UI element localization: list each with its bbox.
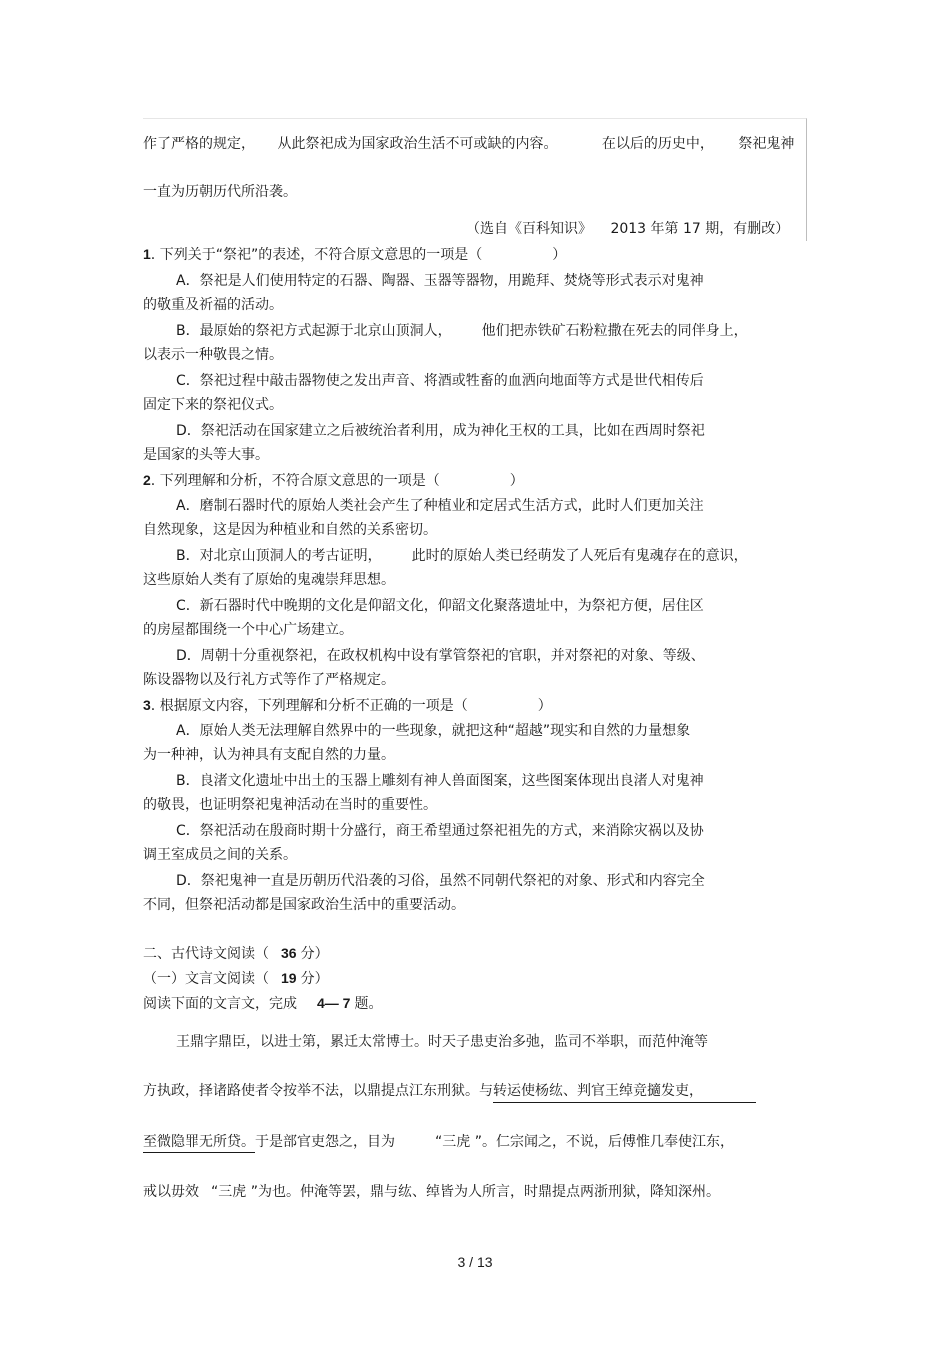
- question-number: 2: [143, 472, 151, 488]
- source-text: 2013 年第 17 期，有删改）: [610, 221, 790, 237]
- passage-fragment: 在以后的历史中，: [601, 136, 714, 152]
- q1-option-d: D．祭祀活动在国家建立之后被统治者利用，成为神化王权的工具，比如在西周时祭祀: [176, 423, 705, 439]
- passage-source: [466, 220, 789, 238]
- question-close: ）: [537, 698, 552, 714]
- question-text: . 下列理解和分析，不符合原文意思的一项是（: [150, 473, 440, 489]
- option-text: 此时的原始人类已经萌发了人死后有鬼魂存在的意识，: [411, 548, 748, 564]
- source-text: （选自《百科知识》: [466, 221, 592, 237]
- q1-option-c: C．祭祀过程中敲击器物使之发出声音、将酒或牲畜的血洒向地面等方式是世代相传后: [176, 373, 704, 389]
- q2-option-c: C．新石器时代中晚期的文化是仰韶文化，仰韶文化聚落遗址中，为祭祀方便，居住区: [176, 598, 704, 614]
- option-text: B．对北京山顶洞人的考古证明，: [176, 548, 382, 564]
- passage-fragment: 从此祭祀成为国家政治生活不可或缺的内容。: [277, 136, 558, 152]
- q2-option-c-cont: 的房屋都围绕一个中心广场建立。: [143, 622, 353, 638]
- option-text: 他们把赤铁矿石粉粒撒在死去的同伴身上，: [481, 323, 748, 339]
- instruction-text: 题。: [354, 996, 383, 1012]
- subsection-title-text: （一）文言文阅读（: [143, 971, 269, 987]
- q1-option-b-cont: 以表示一种敬畏之情。: [143, 347, 283, 363]
- classical-line-3: [143, 1133, 734, 1151]
- q2-option-b: [176, 547, 748, 565]
- section-score: 36: [281, 945, 297, 961]
- classical-line-1: 王鼎字鼎臣，以进士第，累迁太常博士。时天子患吏治多弛，监司不举职，而范仲淹等: [176, 1034, 708, 1050]
- option-text: B．最原始的祭祀方式起源于北京山顶洞人，: [176, 323, 452, 339]
- question-1-title: [143, 245, 566, 264]
- passage-fragment: 祭祀鬼神: [738, 136, 795, 152]
- q1-option-b: [176, 322, 748, 340]
- q2-option-a: A．磨制石器时代的原始人类社会产生了种植业和定居式生活方式，此时人们更加关注: [176, 498, 704, 514]
- classical-text: 方执政，择诸路使者令按举不法，以鼎提点江东刑狱。与: [143, 1083, 493, 1099]
- q3-option-a: A．原始人类无法理解自然界中的一些现象，就把这种“超越”现实和自然的力量想象: [176, 723, 691, 739]
- question-text: . 下列关于“祭祀”的表述，不符合原文意思的一项是（: [150, 247, 483, 263]
- section-title-text: 二、古代诗文阅读（: [143, 946, 269, 962]
- classical-text: 戒以毋效: [143, 1184, 199, 1200]
- q3-option-d: D．祭祀鬼神一直是历朝历代沿袭的习俗，虽然不同朝代祭祀的对象、形式和内容完全: [176, 873, 705, 889]
- subsection-score: 19: [281, 970, 297, 986]
- q3-option-d-cont: 不同，但祭祀活动都是国家政治生活中的重要活动。: [143, 897, 465, 913]
- q2-option-d-cont: 陈设器物以及行礼方式等作了严格规定。: [143, 672, 395, 688]
- passage-fragment: 作了严格的规定，: [143, 136, 255, 152]
- q1-option-d-cont: 是国家的头等大事。: [143, 447, 269, 463]
- section-title-text: 分）: [300, 946, 329, 962]
- reading-instruction: [143, 994, 382, 1013]
- q3-option-a-cont: 为一种神，认为神具有支配自然的力量。: [143, 747, 395, 763]
- instruction-text: 阅读下面的文言文，完成: [143, 996, 297, 1012]
- instruction-range: 4— 7: [317, 995, 351, 1011]
- classical-text: “三虎 ”为也。仲淹等罢，鼎与纮、绰皆为人所言，时鼎提点两浙刑狱，降知深州。: [211, 1184, 720, 1200]
- classical-underlined-text: 转运使杨纮、判官王绰竞擿发吏，: [493, 1082, 756, 1103]
- question-number: 1: [143, 246, 151, 262]
- q3-option-c: C．祭祀活动在殷商时期十分盛行，商王希望通过祭祀祖先的方式，来消除灾祸以及协: [176, 823, 704, 839]
- classical-line-4: [143, 1183, 720, 1201]
- q3-option-b: B．良渚文化遗址中出土的玉器上雕刻有神人兽面图案，这些图案体现出良渚人对鬼神: [176, 773, 704, 789]
- q3-option-c-cont: 调王室成员之间的关系。: [143, 847, 297, 863]
- passage-line-1: [143, 135, 794, 153]
- classical-underlined-text: 至微隐罪无所贷。: [143, 1134, 255, 1153]
- section-2-title: [143, 944, 329, 963]
- question-close: ）: [552, 247, 567, 263]
- classical-text: 于是部官吏怨之，目为: [255, 1134, 395, 1150]
- subsection-title-text: 分）: [300, 971, 329, 987]
- question-text: . 根据原文内容，下列理解和分析不正确的一项是（: [150, 698, 468, 714]
- question-number: 3: [143, 697, 151, 713]
- q1-option-c-cont: 固定下来的祭祀仪式。: [143, 397, 283, 413]
- passage-line-2: 一直为历朝历代所沿袭。: [143, 184, 297, 200]
- q3-option-b-cont: 的敬畏，也证明祭祀鬼神活动在当时的重要性。: [143, 797, 437, 813]
- classical-line-2: [143, 1082, 756, 1103]
- question-close: ）: [509, 473, 524, 489]
- q1-option-a-cont: 的敬重及祈福的活动。: [143, 297, 283, 313]
- question-3-title: [143, 696, 552, 715]
- q2-option-d: D．周朝十分重视祭祀，在政权机构中设有掌管祭祀的官职，并对祭祀的对象、等级、: [176, 648, 705, 664]
- subsection-title: [143, 969, 329, 988]
- page-number: 3 / 13: [457, 1254, 493, 1270]
- classical-text: “三虎 ”。仁宗闻之，不说，后傅惟几奉使江东，: [435, 1134, 734, 1150]
- q1-option-a: A．祭祀是人们使用特定的石器、陶器、玉器等器物，用跪拜、焚烧等形式表示对鬼神: [176, 273, 704, 289]
- q2-option-a-cont: 自然现象，这是因为种植业和自然的关系密切。: [143, 522, 437, 538]
- q2-option-b-cont: 这些原始人类有了原始的鬼魂崇拜思想。: [143, 572, 395, 588]
- question-2-title: [143, 471, 524, 490]
